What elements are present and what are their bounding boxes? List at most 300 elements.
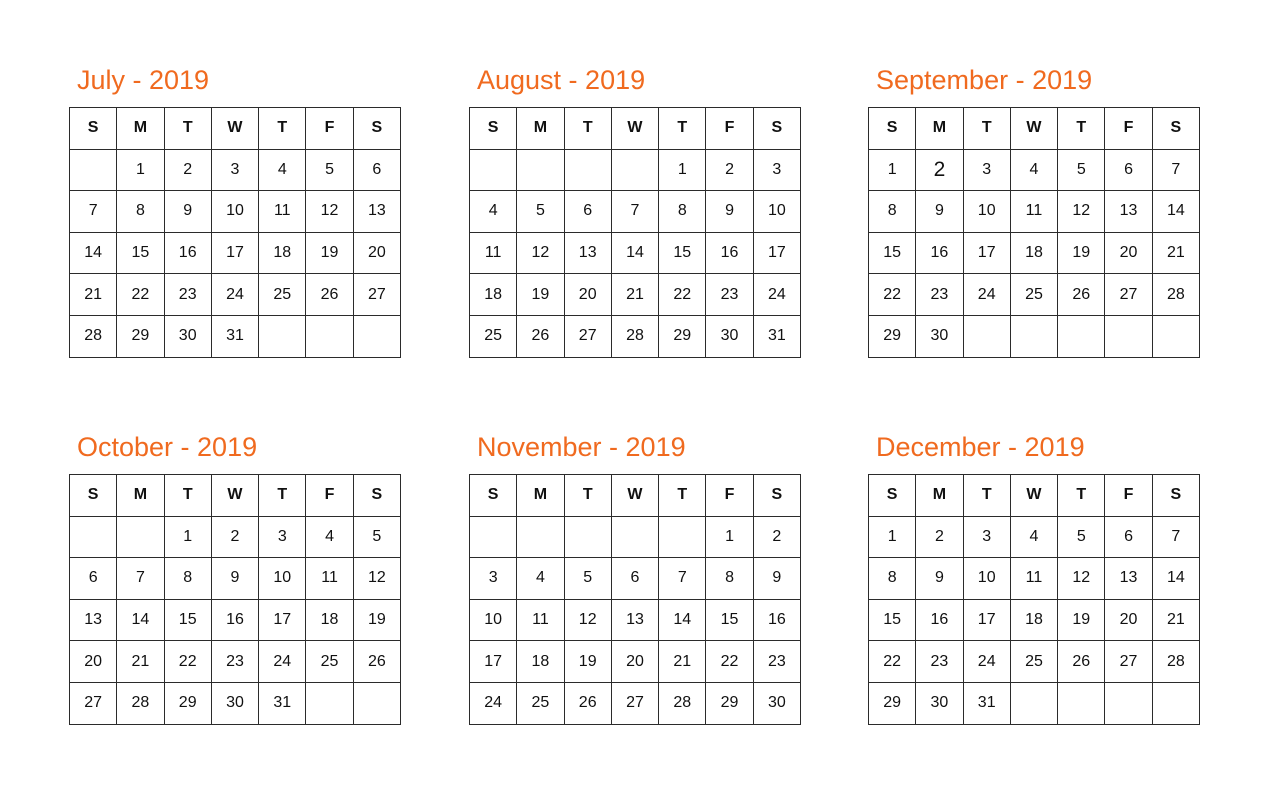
weekday-header-wednesday: W (1010, 108, 1057, 150)
day-cell: 24 (753, 274, 800, 316)
day-cell: 2 (164, 149, 211, 191)
day-cell: 23 (164, 274, 211, 316)
weekday-header-saturday: S (1152, 475, 1199, 517)
weekday-header-monday: M (916, 475, 963, 517)
week-row (70, 641, 401, 683)
day-cell: 13 (1105, 558, 1152, 600)
day-cell: 14 (1152, 558, 1199, 600)
day-cell: 18 (1010, 232, 1057, 274)
day-cell: 10 (963, 558, 1010, 600)
day-cell: 12 (1058, 558, 1105, 600)
week-row (70, 274, 401, 316)
day-cell: 15 (706, 599, 753, 641)
day-cell: 4 (1010, 516, 1057, 558)
day-cell: 3 (211, 149, 258, 191)
week-row (470, 516, 801, 558)
day-cell: 28 (659, 682, 706, 724)
weekday-header-thursday: T (1058, 108, 1105, 150)
day-cell: 30 (753, 682, 800, 724)
day-cell: 26 (1058, 274, 1105, 316)
month-title: July - 2019 (77, 65, 210, 95)
empty-day-cell (1058, 315, 1105, 357)
day-cell: 2 (753, 516, 800, 558)
day-cell: 19 (1058, 599, 1105, 641)
week-row (470, 149, 801, 191)
day-cell: 28 (1152, 274, 1199, 316)
day-cell: 21 (70, 274, 117, 316)
day-cell: 24 (259, 641, 306, 683)
week-row (869, 274, 1200, 316)
empty-day-cell (306, 315, 353, 357)
day-cell: 19 (306, 232, 353, 274)
day-cell: 22 (659, 274, 706, 316)
empty-day-cell (963, 315, 1010, 357)
month-title: October - 2019 (77, 432, 258, 462)
weekday-header-thursday: T (659, 475, 706, 517)
day-cell: 6 (353, 149, 400, 191)
day-cell: 12 (517, 232, 564, 274)
day-cell: 3 (963, 149, 1010, 191)
day-cell: 30 (164, 315, 211, 357)
weekday-header-row (869, 108, 1200, 150)
day-cell: 5 (564, 558, 611, 600)
day-cell: 12 (564, 599, 611, 641)
day-cell: 25 (517, 682, 564, 724)
day-cell: 11 (1010, 191, 1057, 233)
day-cell: 3 (753, 149, 800, 191)
empty-day-cell (611, 516, 658, 558)
day-cell: 5 (306, 149, 353, 191)
month-title: November - 2019 (477, 432, 686, 462)
day-cell: 9 (753, 558, 800, 600)
day-cell: 29 (706, 682, 753, 724)
week-row (70, 516, 401, 558)
day-cell: 24 (963, 641, 1010, 683)
weekday-header-tuesday: T (963, 108, 1010, 150)
day-cell: 28 (611, 315, 658, 357)
day-cell: 30 (916, 682, 963, 724)
week-row (869, 558, 1200, 600)
day-cell: 4 (517, 558, 564, 600)
day-cell: 15 (117, 232, 164, 274)
empty-day-cell (517, 516, 564, 558)
weekday-header-row (470, 475, 801, 517)
empty-day-cell (353, 315, 400, 357)
day-cell: 6 (611, 558, 658, 600)
weekday-header-wednesday: W (211, 475, 258, 517)
weekday-header-wednesday: W (611, 475, 658, 517)
day-cell: 24 (470, 682, 517, 724)
day-cell: 11 (1010, 558, 1057, 600)
day-cell: 26 (564, 682, 611, 724)
day-cell: 18 (1010, 599, 1057, 641)
weekday-header-saturday: S (1152, 108, 1199, 150)
day-cell: 22 (869, 274, 916, 316)
empty-day-cell (564, 149, 611, 191)
day-cell: 4 (1010, 149, 1057, 191)
day-cell: 27 (564, 315, 611, 357)
weekday-header-thursday: T (659, 108, 706, 150)
weekday-header-monday: M (517, 475, 564, 517)
day-cell: 10 (963, 191, 1010, 233)
weekday-header-friday: F (1105, 108, 1152, 150)
day-cell: 17 (259, 599, 306, 641)
day-cell: 18 (306, 599, 353, 641)
week-row (70, 191, 401, 233)
weekday-header-friday: F (706, 475, 753, 517)
day-cell: 22 (117, 274, 164, 316)
day-cell: 7 (1152, 516, 1199, 558)
weekday-header-friday: F (306, 108, 353, 150)
weekday-header-monday: M (117, 108, 164, 150)
day-cell: 17 (963, 599, 1010, 641)
day-cell: 14 (1152, 191, 1199, 233)
day-cell: 15 (869, 232, 916, 274)
week-row (70, 558, 401, 600)
day-cell: 16 (211, 599, 258, 641)
weekday-header-row (470, 108, 801, 150)
day-cell: 17 (753, 232, 800, 274)
day-cell: 21 (1152, 232, 1199, 274)
day-cell: 30 (211, 682, 258, 724)
day-cell: 8 (869, 558, 916, 600)
week-row (470, 274, 801, 316)
day-cell: 11 (470, 232, 517, 274)
week-row (70, 149, 401, 191)
day-cell: 21 (1152, 599, 1199, 641)
empty-day-cell (259, 315, 306, 357)
week-row (70, 315, 401, 357)
day-cell: 23 (211, 641, 258, 683)
week-row (470, 315, 801, 357)
day-cell: 27 (1105, 641, 1152, 683)
day-cell: 10 (753, 191, 800, 233)
day-cell: 24 (211, 274, 258, 316)
day-cell: 11 (306, 558, 353, 600)
weekday-header-friday: F (306, 475, 353, 517)
weekday-header-saturday: S (753, 108, 800, 150)
week-row (470, 232, 801, 274)
day-cell: 14 (611, 232, 658, 274)
week-row (869, 149, 1200, 191)
empty-day-cell (1010, 315, 1057, 357)
week-row (869, 682, 1200, 724)
weekday-header-row (70, 108, 401, 150)
weekday-header-row (869, 475, 1200, 517)
day-cell: 6 (1105, 516, 1152, 558)
week-row (869, 191, 1200, 233)
day-cell: 19 (353, 599, 400, 641)
month-grid (868, 107, 1200, 358)
day-cell: 29 (869, 682, 916, 724)
day-cell: 3 (470, 558, 517, 600)
weekday-header-saturday: S (753, 475, 800, 517)
day-cell: 20 (1105, 232, 1152, 274)
day-cell: 14 (117, 599, 164, 641)
day-cell: 20 (611, 641, 658, 683)
weekday-header-sunday: S (869, 475, 916, 517)
day-cell: 21 (611, 274, 658, 316)
empty-day-cell (1105, 315, 1152, 357)
day-cell: 20 (564, 274, 611, 316)
day-cell: 31 (753, 315, 800, 357)
weekday-header-tuesday: T (164, 108, 211, 150)
day-cell: 17 (963, 232, 1010, 274)
day-cell: 28 (1152, 641, 1199, 683)
day-cell: 15 (869, 599, 916, 641)
empty-day-cell (470, 516, 517, 558)
day-cell: 27 (1105, 274, 1152, 316)
day-cell: 16 (164, 232, 211, 274)
day-cell: 13 (353, 191, 400, 233)
day-cell: 5 (517, 191, 564, 233)
weekday-header-monday: M (517, 108, 564, 150)
month-grid (469, 107, 801, 358)
day-cell: 18 (259, 232, 306, 274)
day-cell: 10 (211, 191, 258, 233)
weekday-header-tuesday: T (164, 475, 211, 517)
week-row (70, 599, 401, 641)
day-cell: 14 (70, 232, 117, 274)
day-cell: 21 (117, 641, 164, 683)
month-grid (469, 474, 801, 725)
weekday-header-saturday: S (353, 108, 400, 150)
day-cell: 1 (869, 149, 916, 191)
day-cell: 9 (706, 191, 753, 233)
empty-day-cell (564, 516, 611, 558)
day-cell: 23 (706, 274, 753, 316)
day-cell: 25 (1010, 641, 1057, 683)
day-cell: 23 (916, 641, 963, 683)
day-cell: 2 (211, 516, 258, 558)
weekday-header-wednesday: W (611, 108, 658, 150)
month-grid (69, 474, 401, 725)
day-cell: 29 (869, 315, 916, 357)
weekday-header-friday: F (706, 108, 753, 150)
weekday-header-sunday: S (470, 475, 517, 517)
weekday-header-friday: F (1105, 475, 1152, 517)
weekday-header-tuesday: T (564, 475, 611, 517)
empty-day-cell (1010, 682, 1057, 724)
day-cell: 9 (916, 191, 963, 233)
day-cell: 20 (70, 641, 117, 683)
day-cell: 3 (963, 516, 1010, 558)
day-cell: 5 (1058, 149, 1105, 191)
day-cell: 16 (916, 232, 963, 274)
day-cell: 22 (869, 641, 916, 683)
day-cell: 2 (916, 516, 963, 558)
day-cell: 11 (517, 599, 564, 641)
day-cell: 6 (1105, 149, 1152, 191)
day-cell: 25 (259, 274, 306, 316)
day-cell: 6 (564, 191, 611, 233)
weekday-header-thursday: T (1058, 475, 1105, 517)
day-cell: 5 (353, 516, 400, 558)
day-cell: 1 (659, 149, 706, 191)
day-cell: 30 (916, 315, 963, 357)
day-cell: 26 (1058, 641, 1105, 683)
empty-day-cell (70, 149, 117, 191)
day-cell: 23 (753, 641, 800, 683)
day-cell: 15 (659, 232, 706, 274)
day-cell: 16 (916, 599, 963, 641)
day-cell: 9 (164, 191, 211, 233)
day-cell: 25 (1010, 274, 1057, 316)
day-cell: 29 (164, 682, 211, 724)
day-cell: 1 (869, 516, 916, 558)
day-cell: 16 (753, 599, 800, 641)
day-cell: 7 (1152, 149, 1199, 191)
week-row (470, 558, 801, 600)
day-cell: 21 (659, 641, 706, 683)
day-cell: 10 (259, 558, 306, 600)
weekday-header-sunday: S (70, 475, 117, 517)
day-cell: 9 (211, 558, 258, 600)
day-cell: 13 (70, 599, 117, 641)
day-cell: 30 (706, 315, 753, 357)
day-cell: 13 (1105, 191, 1152, 233)
week-row (869, 641, 1200, 683)
month-grid (69, 107, 401, 358)
week-row (70, 682, 401, 724)
empty-day-cell (306, 682, 353, 724)
empty-day-cell (353, 682, 400, 724)
day-cell: 31 (963, 682, 1010, 724)
day-cell: 18 (517, 641, 564, 683)
empty-day-cell (1058, 682, 1105, 724)
weekday-header-thursday: T (259, 108, 306, 150)
month-grid (868, 474, 1200, 725)
day-cell: 27 (70, 682, 117, 724)
week-row (470, 191, 801, 233)
month-title: September - 2019 (876, 65, 1093, 95)
day-cell: 2 (916, 149, 963, 191)
empty-day-cell (517, 149, 564, 191)
day-cell: 29 (659, 315, 706, 357)
weekday-header-row (70, 475, 401, 517)
week-row (869, 599, 1200, 641)
week-row (869, 315, 1200, 357)
day-cell: 31 (259, 682, 306, 724)
weekday-header-sunday: S (70, 108, 117, 150)
week-row (470, 641, 801, 683)
day-cell: 24 (963, 274, 1010, 316)
day-cell: 26 (306, 274, 353, 316)
day-cell: 25 (306, 641, 353, 683)
day-cell: 8 (706, 558, 753, 600)
weekday-header-wednesday: W (211, 108, 258, 150)
day-cell: 1 (117, 149, 164, 191)
day-cell: 6 (70, 558, 117, 600)
weekday-header-monday: M (916, 108, 963, 150)
day-cell: 20 (1105, 599, 1152, 641)
month-title: December - 2019 (876, 432, 1085, 462)
day-cell: 27 (611, 682, 658, 724)
weekday-header-wednesday: W (1010, 475, 1057, 517)
day-cell: 22 (164, 641, 211, 683)
day-cell: 2 (706, 149, 753, 191)
weekday-header-saturday: S (353, 475, 400, 517)
week-row (470, 682, 801, 724)
empty-day-cell (611, 149, 658, 191)
weekday-header-tuesday: T (963, 475, 1010, 517)
day-cell: 19 (517, 274, 564, 316)
empty-day-cell (470, 149, 517, 191)
day-cell: 8 (117, 191, 164, 233)
day-cell: 4 (306, 516, 353, 558)
day-cell: 9 (916, 558, 963, 600)
day-cell: 13 (564, 232, 611, 274)
empty-day-cell (1152, 315, 1199, 357)
day-cell: 22 (706, 641, 753, 683)
day-cell: 19 (1058, 232, 1105, 274)
week-row (470, 599, 801, 641)
day-cell: 12 (1058, 191, 1105, 233)
day-cell: 27 (353, 274, 400, 316)
empty-day-cell (1152, 682, 1199, 724)
day-cell: 25 (470, 315, 517, 357)
day-cell: 31 (211, 315, 258, 357)
weekday-header-sunday: S (869, 108, 916, 150)
day-cell: 12 (306, 191, 353, 233)
day-cell: 8 (164, 558, 211, 600)
day-cell: 23 (916, 274, 963, 316)
day-cell: 7 (611, 191, 658, 233)
day-cell: 16 (706, 232, 753, 274)
day-cell: 7 (659, 558, 706, 600)
empty-day-cell (659, 516, 706, 558)
weekday-header-thursday: T (259, 475, 306, 517)
day-cell: 14 (659, 599, 706, 641)
week-row (70, 232, 401, 274)
day-cell: 26 (353, 641, 400, 683)
day-cell: 3 (259, 516, 306, 558)
day-cell: 5 (1058, 516, 1105, 558)
day-cell: 13 (611, 599, 658, 641)
day-cell: 7 (70, 191, 117, 233)
day-cell: 7 (117, 558, 164, 600)
empty-day-cell (70, 516, 117, 558)
day-cell: 8 (659, 191, 706, 233)
week-row (869, 516, 1200, 558)
empty-day-cell (117, 516, 164, 558)
weekday-header-monday: M (117, 475, 164, 517)
day-cell: 4 (259, 149, 306, 191)
day-cell: 28 (70, 315, 117, 357)
day-cell: 17 (470, 641, 517, 683)
day-cell: 19 (564, 641, 611, 683)
day-cell: 15 (164, 599, 211, 641)
day-cell: 17 (211, 232, 258, 274)
day-cell: 8 (869, 191, 916, 233)
month-title: August - 2019 (477, 65, 646, 95)
week-row (869, 232, 1200, 274)
day-cell: 10 (470, 599, 517, 641)
weekday-header-tuesday: T (564, 108, 611, 150)
day-cell: 28 (117, 682, 164, 724)
day-cell: 20 (353, 232, 400, 274)
day-cell: 26 (517, 315, 564, 357)
day-cell: 11 (259, 191, 306, 233)
day-cell: 1 (164, 516, 211, 558)
day-cell: 18 (470, 274, 517, 316)
day-cell: 1 (706, 516, 753, 558)
day-cell: 4 (470, 191, 517, 233)
weekday-header-sunday: S (470, 108, 517, 150)
day-cell: 29 (117, 315, 164, 357)
empty-day-cell (1105, 682, 1152, 724)
day-cell: 12 (353, 558, 400, 600)
